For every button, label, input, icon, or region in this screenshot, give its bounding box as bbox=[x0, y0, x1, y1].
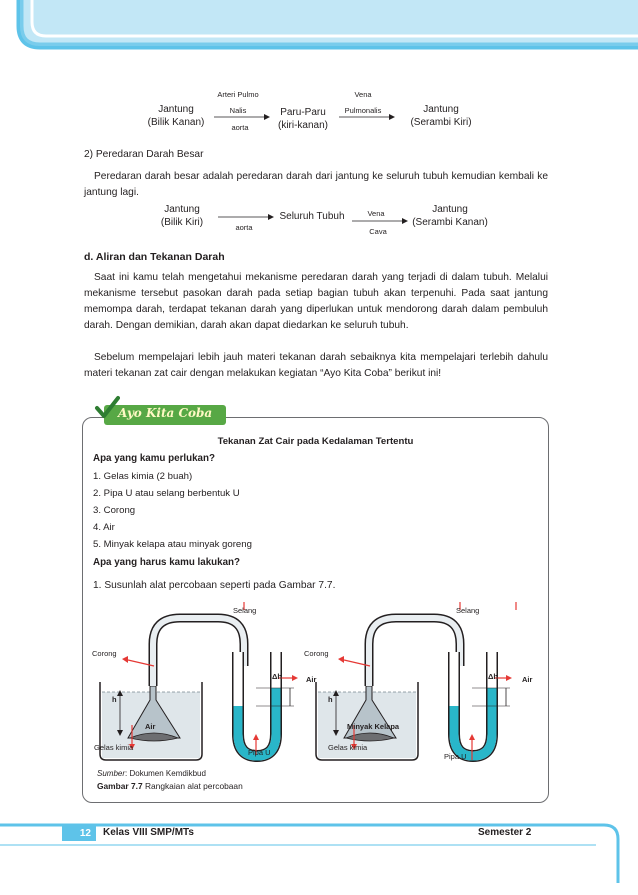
flow1-arrow1-top-label: Arteri Pulmo Nalis bbox=[217, 90, 259, 115]
label-minyak-kelapa: Minyak Kelapa bbox=[347, 722, 400, 731]
flow2-left-node: Jantung (Bilik Kiri) bbox=[160, 204, 204, 228]
flow2-right-node: Jantung (Serambi Kanan) bbox=[412, 204, 488, 228]
list-item: 2. Pipa U atau selang berbentuk U bbox=[93, 488, 240, 499]
list-item: 5. Minyak kelapa atau minyak goreng bbox=[93, 539, 252, 550]
flow1-arrow1-bottom-label: aorta bbox=[231, 123, 249, 132]
arrow-right-icon bbox=[352, 217, 408, 225]
list-item: 1. Gelas kimia (2 buah) bbox=[93, 471, 193, 482]
footer-semester-label: Semester 2 bbox=[478, 827, 532, 838]
section-d-heading: d. Aliran dan Tekanan Darah bbox=[84, 251, 225, 263]
label-air-right: Air bbox=[522, 675, 533, 684]
label-selang: Selang bbox=[233, 606, 257, 615]
header-decoration bbox=[0, 0, 638, 60]
flow2-arrow2-top-label: Vena bbox=[367, 209, 385, 218]
flow2-arrow1-bottom-label: aorta bbox=[235, 223, 253, 232]
label-gelas-kimia: Gelas kimia bbox=[94, 743, 134, 752]
flow2-arrow2-bottom-label: Cava bbox=[369, 227, 387, 236]
flow2-middle-node: Seluruh Tubuh bbox=[279, 211, 345, 222]
figure-source: Sumber: Dokumen Kemdikbud bbox=[97, 769, 206, 778]
activity-badge-label: Ayo Kita Coba bbox=[118, 406, 213, 420]
label-pipa-u: Pipa U bbox=[248, 748, 271, 757]
section-d-paragraph-1: Saat ini kamu telah mengetahui mekanisme peredaran darah yang terjadi di dalam tubuh. Melalui mekanisme tersebut pasokan darah pada setiap bagian tubuh akan terpenuhi. Pada saat jantung memompa darah, terdapat tekanan darah yang diperlukan untuk mendorong darah dalam pembuluh darah. Dengan demikian, darah akan dapat diedarkan ke seluruh tubuh. bbox=[84, 272, 548, 331]
arrow-right-icon bbox=[214, 113, 270, 121]
flow1-arrow2-top-label: Vena Pulmonalis bbox=[344, 90, 382, 115]
section-d-paragraph-2: Sebelum mempelajari lebih jauh materi tekanan darah sebaiknya kita mempelajari terlebih dahulu materi tekanan zat cair dengan melakukan kegiatan “Ayo Kita Coba” berikut ini! bbox=[84, 352, 548, 379]
section2-heading: 2) Peredaran Darah Besar bbox=[84, 149, 204, 160]
arrow-right-icon bbox=[218, 213, 274, 221]
label-corong: Corong bbox=[304, 649, 329, 658]
label-air-right: Air bbox=[306, 675, 317, 684]
label-selang: Selang bbox=[456, 606, 480, 615]
page-number: 12 bbox=[62, 826, 96, 841]
flow1-right-node: Jantung (Serambi Kiri) bbox=[410, 104, 472, 128]
list-item: 3. Corong bbox=[93, 505, 136, 516]
label-air-liquid: Air bbox=[145, 722, 156, 731]
section2-paragraph: Peredaran darah besar adalah peredaran darah dari jantung ke seluruh tubuh kemudian kembali ke jantung lagi. bbox=[84, 171, 548, 198]
activity-title: Tekanan Zat Cair pada Kedalaman Tertentu bbox=[217, 436, 414, 447]
checkmark-icon bbox=[94, 395, 120, 421]
footer-class-label: Kelas VIII SMP/MTs bbox=[103, 827, 194, 838]
question-steps: Apa yang harus kamu lakukan? bbox=[93, 557, 241, 568]
flow1-middle-node: Paru-Paru (kiri-kanan) bbox=[277, 107, 328, 131]
label-delta-h: Δh bbox=[488, 672, 498, 681]
label-h: h bbox=[112, 695, 117, 704]
label-corong: Corong bbox=[92, 649, 117, 658]
question-needs: Apa yang kamu perlukan? bbox=[93, 453, 215, 464]
experiment-figure bbox=[92, 600, 544, 765]
label-pipa-u: Pipa U bbox=[444, 752, 467, 761]
flow1-left-node: Jantung (Bilik Kanan) bbox=[147, 104, 205, 128]
label-delta-h: Δh bbox=[272, 672, 282, 681]
list-item: 4. Air bbox=[93, 522, 115, 533]
label-gelas-kimia: Gelas kimia bbox=[328, 743, 368, 752]
step-1: 1. Susunlah alat percobaan seperti pada Gambar 7.7. bbox=[93, 580, 336, 591]
figure-caption: Gambar 7.7 Rangkaian alat percobaan bbox=[97, 781, 243, 791]
label-h: h bbox=[328, 695, 333, 704]
arrow-right-icon bbox=[339, 113, 395, 121]
experiment-illustration bbox=[92, 600, 544, 765]
